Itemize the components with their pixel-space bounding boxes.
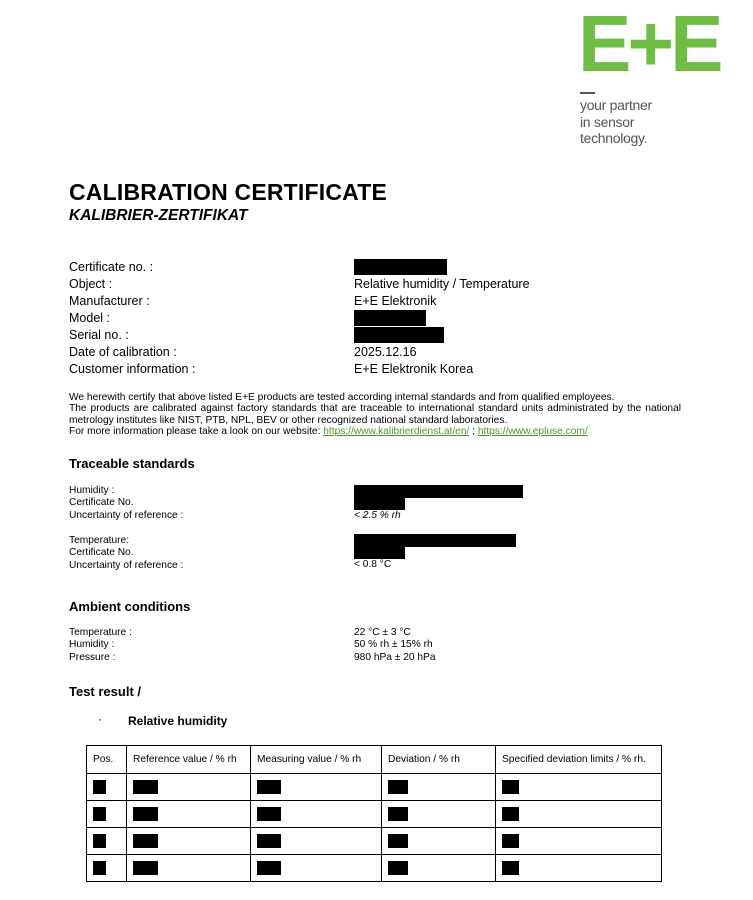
redacted-value [388, 807, 408, 821]
model-label: Model : [69, 311, 110, 325]
table-header-row [87, 746, 662, 774]
tagline-line-1: your partner [580, 97, 652, 113]
customer-value: E+E Elektronik Korea [354, 362, 474, 376]
table-cell [87, 828, 127, 855]
relative-humidity-subheading: Relative humidity [128, 714, 228, 728]
table-cell [496, 855, 662, 882]
certificate-no-label: Certificate no. : [69, 260, 154, 274]
bullet-icon: · [98, 712, 102, 726]
tagline-line-2: in sensor [580, 113, 635, 130]
temperature-uncertainty-label: Uncertainty of reference : [69, 559, 184, 571]
redacted-value [133, 807, 158, 821]
ambient-pressure-label: Pressure : [69, 651, 116, 663]
serial-redacted [354, 327, 444, 343]
manufacturer-value: E+E Elektronik [354, 294, 437, 308]
table-row [87, 828, 662, 855]
statement-line-2: The products are calibrated against factory standards that are traceable to international standard units administrated by the national metrology institutes like NIST, PTB, NPL, BEV or other recognized national standard laboratories. [69, 403, 681, 426]
table-cell [87, 855, 127, 882]
redacted-value [257, 834, 281, 848]
humidity-label: Humidity : [69, 485, 115, 496]
humidity-uncertainty-label: Uncertainty of reference : [69, 509, 184, 521]
epluse-link[interactable]: https://www.epluse.com/ [477, 425, 588, 437]
col-pos: Pos. [87, 746, 127, 774]
temperature-cert-no-redacted [354, 546, 405, 559]
redacted-value [257, 780, 281, 794]
col-reference: Reference value / % rh [127, 746, 251, 774]
document-subtitle: KALIBRIER-ZERTIFIKAT [69, 207, 248, 224]
company-tagline [580, 97, 652, 147]
tagline-dash [580, 92, 595, 94]
redacted-value [502, 807, 519, 821]
redacted-value [502, 834, 519, 848]
object-label: Object : [69, 277, 113, 291]
kalibrierdienst-link[interactable]: https://www.kalibrierdienst.at/en/ [323, 425, 470, 437]
table-cell [251, 801, 382, 828]
table-cell [382, 774, 496, 801]
tagline-line-3: technology. [580, 130, 648, 146]
humidity-cert-no-redacted [354, 497, 405, 510]
redacted-value [502, 780, 519, 794]
temperature-label: Temperature: [69, 535, 130, 546]
col-deviation: Deviation / % rh [382, 746, 496, 774]
humidity-uncertainty-value: < 2.5 % rh [354, 510, 401, 521]
table-cell [496, 801, 662, 828]
table-row [87, 855, 662, 882]
table-cell [251, 774, 382, 801]
table-cell [127, 801, 251, 828]
redacted-value [93, 861, 106, 875]
model-redacted [354, 310, 426, 326]
redacted-value [93, 834, 106, 848]
redacted-value [93, 780, 106, 794]
statement-line-1: We herewith certify that above listed E+E products are tested according internal standards and from qualified employees. [69, 392, 615, 403]
certification-statement [69, 392, 681, 437]
table-cell [382, 801, 496, 828]
ambient-values [354, 627, 436, 664]
date-value: 2025.12.16 [354, 345, 417, 359]
results-table [86, 745, 662, 882]
table-cell [127, 855, 251, 882]
object-value: Relative humidity / Temperature [354, 277, 530, 291]
redacted-value [133, 780, 158, 794]
statement-website-prefix: For more information please take a look on our website: [69, 425, 324, 437]
redacted-value [93, 807, 106, 821]
manufacturer-label: Manufacturer : [69, 294, 150, 308]
table-cell [496, 774, 662, 801]
table-cell [251, 828, 382, 855]
col-limits: Specified deviation limits / % rh. [496, 746, 662, 774]
table-cell [382, 855, 496, 882]
table-cell [87, 774, 127, 801]
traceable-temperature-labels [69, 535, 183, 572]
serial-label: Serial no. : [69, 328, 129, 342]
temperature-cert-no-label: Certificate No. [69, 547, 134, 559]
company-logo: E+E [578, 0, 720, 88]
table-row [87, 774, 662, 801]
table-row [87, 801, 662, 828]
col-measuring: Measuring value / % rh [251, 746, 382, 774]
redacted-value [502, 861, 519, 875]
table-cell [127, 828, 251, 855]
table-cell [87, 801, 127, 828]
ambient-humidity-label: Humidity : [69, 639, 115, 651]
test-result-heading: Test result / [69, 684, 142, 699]
redacted-value [388, 780, 408, 794]
traceable-standards-heading: Traceable standards [69, 456, 195, 471]
ambient-temperature-value: 22 °C ± 3 °C [354, 627, 411, 638]
redacted-value [133, 861, 158, 875]
document-title: CALIBRATION CERTIFICATE [69, 179, 388, 205]
table-cell [127, 774, 251, 801]
ambient-pressure-value: 980 hPa ± 20 hPa [354, 651, 436, 663]
ambient-temperature-label: Temperature : [69, 627, 132, 638]
statement-line-3 [69, 426, 681, 437]
temperature-uncertainty-value: < 0.8 °C [354, 559, 392, 570]
ambient-humidity-value: 50 % rh ± 15% rh [354, 639, 433, 651]
redacted-value [133, 834, 158, 848]
customer-label: Customer information : [69, 362, 196, 376]
humidity-cert-no-label: Certificate No. [69, 497, 134, 509]
redacted-value [257, 861, 281, 875]
link-separator: ; [469, 425, 478, 437]
table-cell [382, 828, 496, 855]
redacted-value [388, 861, 408, 875]
certificate-no-redacted [354, 259, 447, 275]
redacted-value [388, 834, 408, 848]
table-cell [496, 828, 662, 855]
traceable-humidity-labels [69, 485, 183, 522]
ambient-labels [69, 627, 132, 664]
date-label: Date of calibration : [69, 345, 177, 359]
table-cell [251, 855, 382, 882]
ambient-conditions-heading: Ambient conditions [69, 599, 191, 614]
redacted-value [257, 807, 281, 821]
